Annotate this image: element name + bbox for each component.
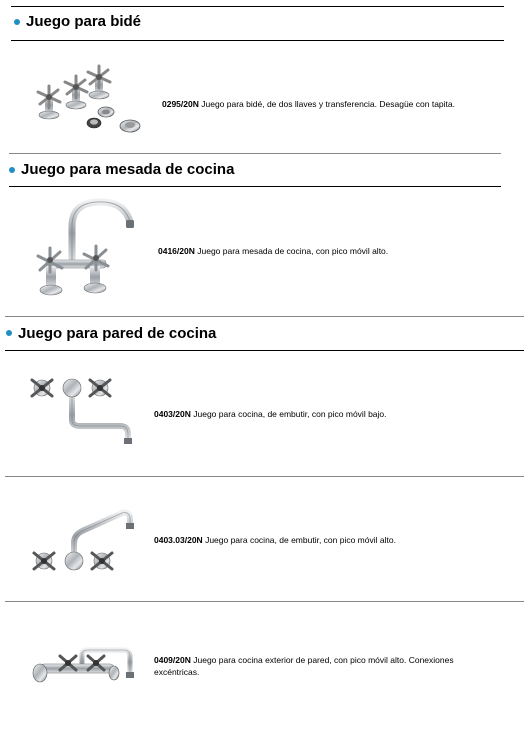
- product-code: 0403.03/20N: [154, 535, 203, 545]
- product-text: Juego para bidé, de dos llaves y transferencia. Desagüe con tapita.: [201, 99, 455, 109]
- wall-faucet-high-spout-image: [30, 505, 140, 577]
- section-rule: [5, 350, 524, 351]
- section-rule: [9, 186, 501, 187]
- product-description: [154, 654, 484, 678]
- cross-handle-tap-icon: [38, 86, 60, 119]
- product-description: [162, 98, 492, 110]
- section-bullet: [9, 167, 15, 173]
- drain-icon: [87, 107, 140, 132]
- product-text: Juego para mesada de cocina, con pico móvil alto.: [197, 246, 389, 256]
- wall-faucet-low-spout-image: [30, 376, 140, 452]
- section-title-mesada: Juego para mesada de cocina: [21, 161, 235, 178]
- kitchen-deck-faucet-image: [34, 198, 144, 300]
- product-text: Juego para cocina, de embutir, con pico móvil alto.: [205, 535, 396, 545]
- product-description: [158, 245, 498, 257]
- exterior-wall-faucet-image: [30, 640, 140, 690]
- section-top-rule: [5, 316, 524, 317]
- cross-handle-tap-icon: [88, 66, 110, 99]
- product-description: [154, 408, 504, 420]
- cross-handle-icon: [92, 553, 112, 569]
- product-code: 0403/20N: [154, 409, 191, 419]
- section-title-pared: Juego para pared de cocina: [18, 325, 217, 342]
- product-code: 0295/20N: [162, 99, 199, 109]
- product-text: Juego para cocina, de embutir, con pico móvil bajo.: [193, 409, 387, 419]
- cross-handle-icon: [34, 553, 54, 569]
- section-top-rule: [9, 153, 501, 154]
- product-description: [154, 534, 504, 546]
- cross-handle-icon: [90, 380, 110, 396]
- product-divider: [5, 476, 524, 477]
- product-code: 0409/20N: [154, 655, 191, 665]
- section-rule: [11, 40, 504, 41]
- cross-handle-tap-icon: [65, 76, 87, 109]
- cross-handle-icon: [32, 380, 52, 396]
- product-code: 0416/20N: [158, 246, 195, 256]
- product-text: Juego para cocina exterior de pared, con pico móvil alto. Conexiones excéntricas.: [154, 655, 454, 677]
- bide-set-image: [30, 68, 160, 138]
- product-divider: [5, 601, 524, 602]
- section-bullet: [6, 330, 12, 336]
- section-top-rule: [11, 6, 504, 7]
- section-bullet: [14, 19, 20, 25]
- section-title-bide: Juego para bidé: [26, 13, 142, 30]
